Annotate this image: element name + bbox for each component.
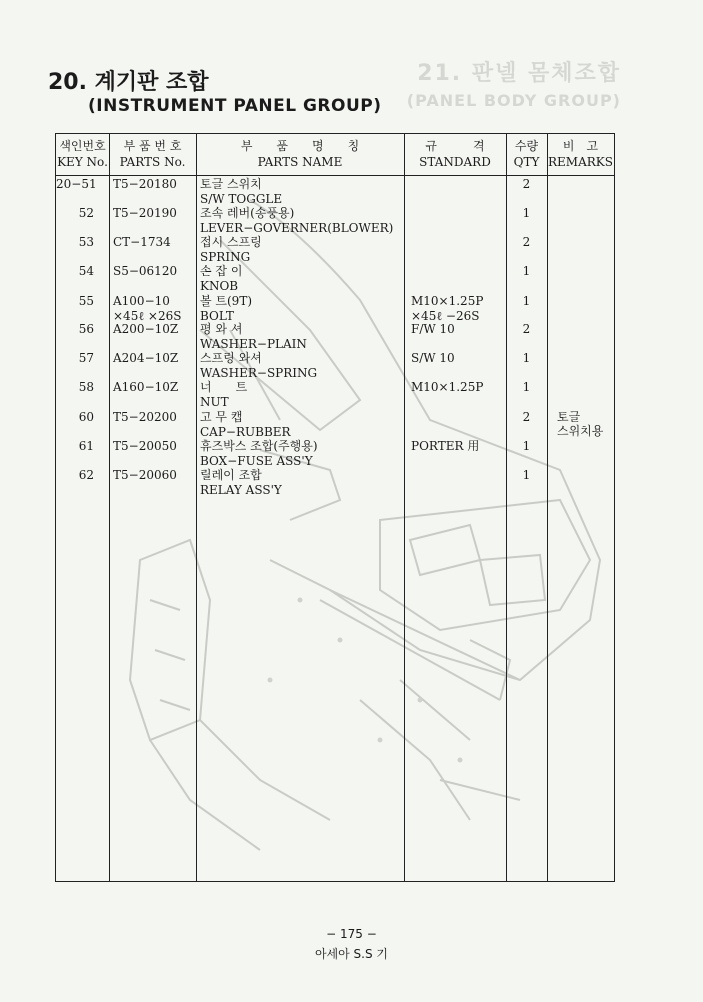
header-key-no: 색인번호 KEY No.: [57, 139, 108, 169]
part-name-cell-line: CAP−RUBBER: [200, 425, 291, 439]
page-title-english: (INSTRUMENT PANEL GROUP): [88, 96, 382, 116]
column-divider: [404, 134, 405, 881]
qty-cell-line: 1: [522, 206, 531, 220]
part-name-cell: [200, 206, 400, 236]
part-name-cell: [200, 380, 400, 410]
part-no-cell-line: A204−10Z: [113, 351, 179, 365]
qty-cell-line: 1: [522, 468, 531, 482]
part-no-cell: [113, 439, 203, 454]
standard-cell: [411, 380, 503, 395]
part-name-cell: [200, 410, 400, 440]
key-no-cell: [56, 468, 94, 483]
part-name-cell-line: WASHER−SPRING: [200, 366, 318, 380]
qty-cell-line: 2: [522, 177, 531, 191]
key-no-cell-line: 60: [78, 410, 94, 424]
header-parts-name: 부 품 명 칭 PARTS NAME: [240, 139, 360, 169]
remarks-cell-line: 토글: [557, 410, 581, 424]
part-name-cell-line: 휴즈박스 조합(주행용): [200, 439, 318, 453]
qty-cell-line: 1: [522, 294, 531, 308]
part-name-cell: [200, 439, 400, 469]
qty-cell: [506, 235, 547, 250]
key-no-cell-line: 58: [78, 380, 94, 394]
column-divider: [547, 134, 548, 881]
part-name-cell-line: SPRING: [200, 250, 251, 264]
qty-cell: [506, 380, 547, 395]
part-name-cell-line: RELAY ASS'Y: [200, 483, 282, 497]
qty-cell: [506, 264, 547, 279]
bleed-through-title-en: (PANEL BODY GROUP): [406, 91, 621, 111]
column-divider: [109, 134, 110, 881]
key-no-cell-line: 57: [78, 351, 94, 365]
part-name-cell: [200, 235, 400, 265]
bleed-through-title-ko: 21. 판넬 몸체조합: [417, 61, 621, 86]
part-no-cell: [113, 380, 203, 395]
key-no-cell: [56, 439, 94, 454]
key-no-cell: [56, 177, 97, 192]
part-no-cell: [113, 235, 203, 250]
key-no-cell-line: 55: [78, 294, 94, 308]
standard-cell-line: M10×1.25P: [411, 380, 484, 394]
part-name-cell-line: 너 트: [200, 380, 248, 394]
part-no-cell-line: T5−20060: [113, 468, 177, 482]
key-no-cell: [56, 351, 94, 366]
page-title-korean: 20. 계기판 조합: [48, 70, 209, 95]
part-no-cell-line: ×45ℓ ×26S: [113, 309, 182, 323]
key-no-cell-line: 20−51: [56, 177, 97, 191]
part-no-cell: [113, 264, 203, 279]
part-name-cell-line: S/W TOGGLE: [200, 192, 283, 206]
standard-cell: [411, 351, 503, 366]
part-no-cell: [113, 468, 203, 483]
key-no-cell-line: 61: [78, 439, 94, 453]
qty-cell: [506, 206, 547, 221]
part-no-cell: [113, 177, 203, 192]
part-name-cell: [200, 351, 400, 381]
standard-cell: [411, 322, 503, 337]
qty-cell-line: 1: [522, 264, 531, 278]
part-name-cell-line: 볼 트(9T): [200, 294, 253, 308]
key-no-cell: [56, 380, 94, 395]
remarks-cell-line: 스위치용: [557, 424, 604, 438]
qty-cell: [506, 322, 547, 337]
page-number: − 175 −: [326, 927, 377, 941]
key-no-cell-line: 62: [78, 468, 94, 482]
part-name-cell: [200, 294, 400, 324]
part-name-cell-line: 접시 스프링: [200, 235, 262, 249]
qty-cell: [506, 439, 547, 454]
header-standard: 규 격 STANDARD: [419, 139, 491, 169]
standard-cell-line: S/W 10: [411, 351, 455, 365]
qty-cell-line: 2: [522, 235, 531, 249]
header-divider: [56, 175, 614, 176]
qty-cell-line: 2: [522, 410, 531, 424]
key-no-cell-line: 52: [78, 206, 94, 220]
header-parts-no: 부 품 번 호 PARTS No.: [119, 139, 186, 169]
qty-cell-line: 2: [522, 322, 531, 336]
qty-cell-line: 1: [522, 380, 531, 394]
part-name-cell: [200, 322, 400, 352]
part-no-cell-line: CT−1734: [113, 235, 171, 249]
key-no-cell: [56, 294, 94, 309]
part-name-cell-line: 토글 스위치: [200, 177, 262, 191]
part-no-cell-line: T5−20200: [113, 410, 177, 424]
part-name-cell: [200, 264, 400, 294]
part-name-cell-line: KNOB: [200, 279, 239, 293]
part-name-cell-line: BOX−FUSE ASS'Y: [200, 454, 313, 468]
part-no-cell-line: T5−20190: [113, 206, 177, 220]
standard-cell-line: F/W 10: [411, 322, 455, 336]
part-name-cell-line: BOLT: [200, 309, 234, 323]
qty-cell: [506, 177, 547, 192]
key-no-cell-line: 54: [78, 264, 94, 278]
parts-table: [55, 133, 615, 882]
qty-cell: [506, 351, 547, 366]
part-no-cell-line: S5−06120: [113, 264, 178, 278]
part-no-cell: [113, 294, 203, 324]
standard-cell: [411, 439, 503, 454]
part-name-cell-line: 손 잡 이: [200, 264, 243, 278]
part-no-cell-line: A160−10Z: [113, 380, 179, 394]
key-no-cell: [56, 322, 94, 337]
part-no-cell: [113, 322, 203, 337]
qty-cell-line: 1: [522, 439, 531, 453]
qty-cell: [506, 410, 547, 425]
qty-cell: [506, 468, 547, 483]
part-no-cell-line: T5−20050: [113, 439, 177, 453]
qty-cell-line: 1: [522, 351, 531, 365]
key-no-cell: [56, 206, 94, 221]
key-no-cell: [56, 264, 94, 279]
part-name-cell-line: 스프링 와셔: [200, 351, 262, 365]
part-no-cell-line: T5−20180: [113, 177, 177, 191]
part-name-cell-line: WASHER−PLAIN: [200, 337, 307, 351]
part-name-cell: [200, 468, 400, 498]
standard-cell-line: ×45ℓ −26S: [411, 309, 480, 323]
part-name-cell-line: 조속 레버(송풍용): [200, 206, 295, 220]
key-no-cell: [56, 410, 94, 425]
company-name: 아세아 S.S 기: [314, 947, 389, 961]
header-remarks: 비 고 REMARKS: [548, 139, 613, 169]
part-name-cell-line: NUT: [200, 395, 229, 409]
part-name-cell-line: 고 무 캡: [200, 410, 243, 424]
part-no-cell: [113, 410, 203, 425]
standard-cell-line: PORTER 用: [411, 439, 480, 453]
standard-cell: [411, 294, 503, 324]
part-no-cell-line: A100−10: [113, 294, 170, 308]
key-no-cell-line: 53: [78, 235, 94, 249]
key-no-cell: [56, 235, 94, 250]
part-name-cell-line: 릴레이 조합: [200, 468, 262, 482]
standard-cell-line: M10×1.25P: [411, 294, 484, 308]
part-no-cell: [113, 206, 203, 221]
part-name-cell-line: 평 와 셔: [200, 322, 243, 336]
header-qty: 수량 QTY: [513, 139, 540, 169]
qty-cell: [506, 294, 547, 309]
part-name-cell: [200, 177, 400, 207]
key-no-cell-line: 56: [78, 322, 94, 336]
part-no-cell-line: A200−10Z: [113, 322, 179, 336]
part-name-cell-line: LEVER−GOVERNER(BLOWER): [200, 221, 394, 235]
part-no-cell: [113, 351, 203, 366]
remarks-cell: [557, 410, 613, 438]
